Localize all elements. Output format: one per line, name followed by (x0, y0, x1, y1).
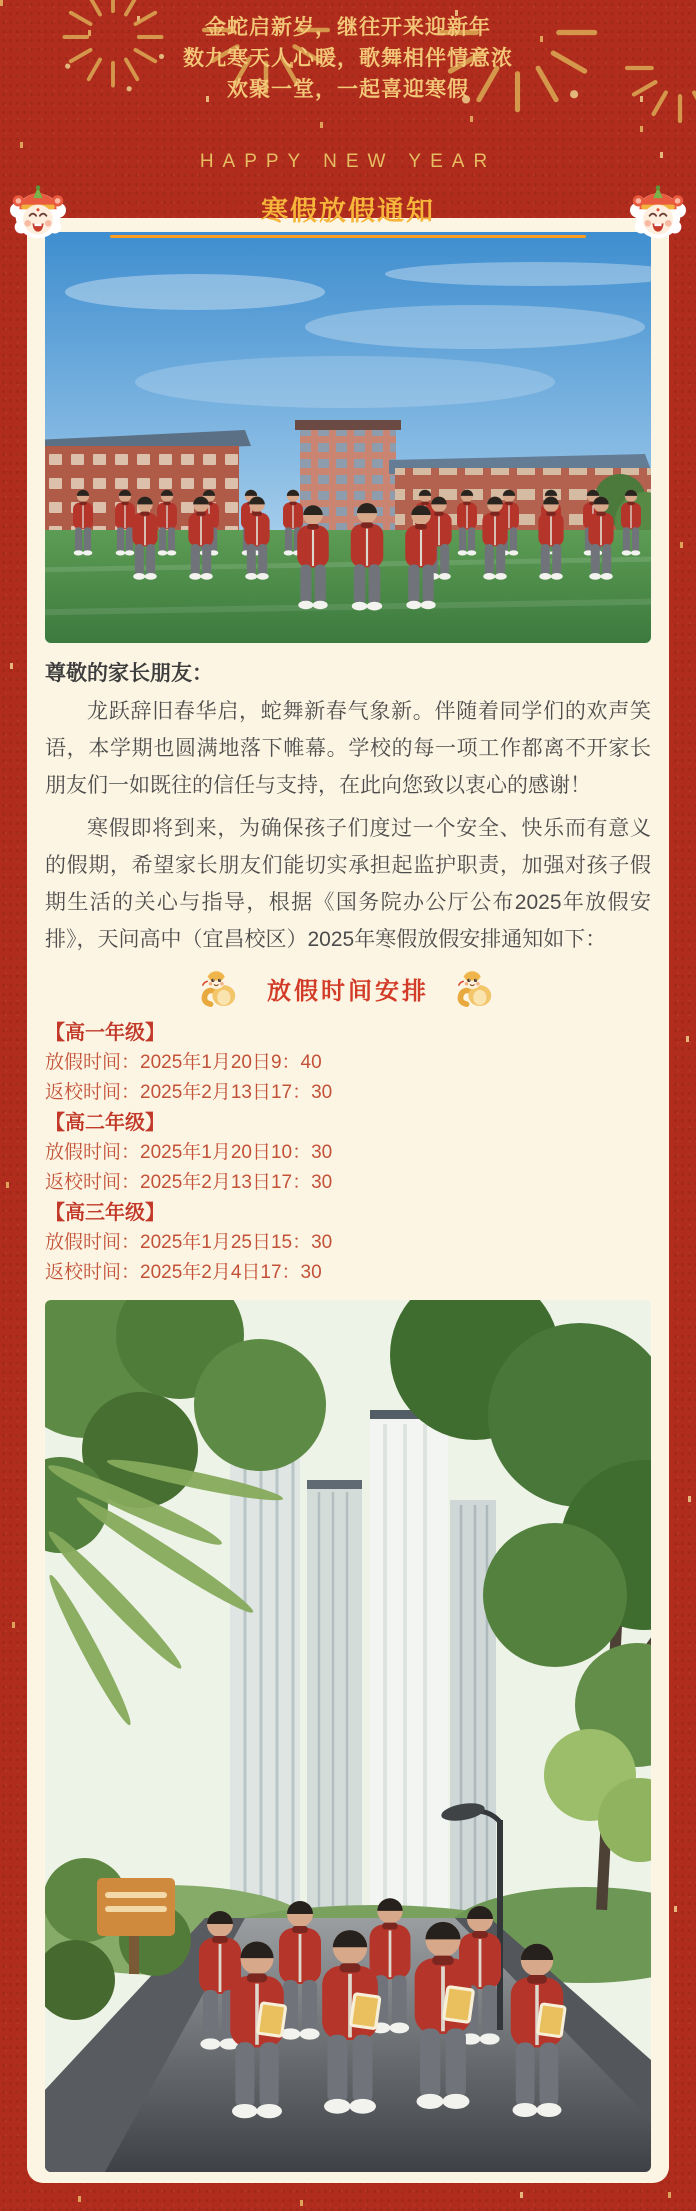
grade-2-header: 【高二年级】 (45, 1112, 165, 1134)
verse-line-3: 欢聚一堂，一起喜迎寒假 (227, 78, 469, 101)
intro-paragraph-1: 龙跃辞旧春华启，蛇舞新春气象新。伴随着同学们的欢声笑语，本学期也圆满地落下帷幕。学校的每一项工作都离不开家长朋友们一如既往的信任与支持，在此向您致以衷心的感谢！ (45, 700, 651, 797)
lion-dance-mascot-icon (630, 183, 686, 243)
page-title: 寒假放假通知 (261, 196, 435, 226)
photo-students-field[interactable] (45, 232, 651, 643)
grade-3-header: 【高三年级】 (45, 1202, 165, 1224)
holiday-schedule (45, 1018, 651, 1288)
lion-dance-mascot-icon (10, 183, 66, 243)
happy-new-year-text: HAPPY NEW YEAR (199, 151, 497, 172)
grade-3-holiday-time: 放假时间：2025年1月25日15：30 (45, 1232, 333, 1253)
schedule-section-title: 放假时间安排 (267, 977, 429, 1005)
notice-title-banner (0, 189, 696, 243)
verse-line-1: 金蛇启新岁，继往开来迎新年 (205, 16, 491, 39)
greeting-line: 尊敬的家长朋友： (45, 662, 213, 685)
grade-2-return-time: 返校时间：2025年2月13日17：30 (45, 1172, 333, 1193)
new-year-verse (0, 0, 696, 105)
snake-mascot-icon (201, 967, 239, 1009)
grade-1-header: 【高一年级】 (45, 1022, 165, 1044)
grade-1-holiday-time: 放假时间：2025年1月20日9：40 (45, 1052, 322, 1073)
verse-line-2: 数九寒天人心暖，歌舞相伴情意浓 (183, 47, 513, 70)
grade-3-return-time: 返校时间：2025年2月4日17：30 (45, 1262, 322, 1283)
grade-2-holiday-time: 放假时间：2025年1月20日10：30 (45, 1142, 333, 1163)
grade-1-return-time: 返校时间：2025年2月13日17：30 (45, 1082, 333, 1103)
schedule-section-header (27, 966, 669, 1010)
snake-mascot-icon (457, 967, 495, 1009)
title-underline (110, 235, 586, 238)
article-card (27, 218, 669, 2183)
photo-students-road[interactable] (45, 1300, 651, 2172)
intro-paragraph-2: 寒假即将到来，为确保孩子们度过一个安全、快乐而有意义的假期，希望家长朋友们能切实承担起监护职责，加强对孩子假期生活的关心与指导，根据《国务院办公厅公布2025年放假安排》，天问高中（宜昌校区）2025年寒假放假安排通知如下： (45, 817, 651, 951)
